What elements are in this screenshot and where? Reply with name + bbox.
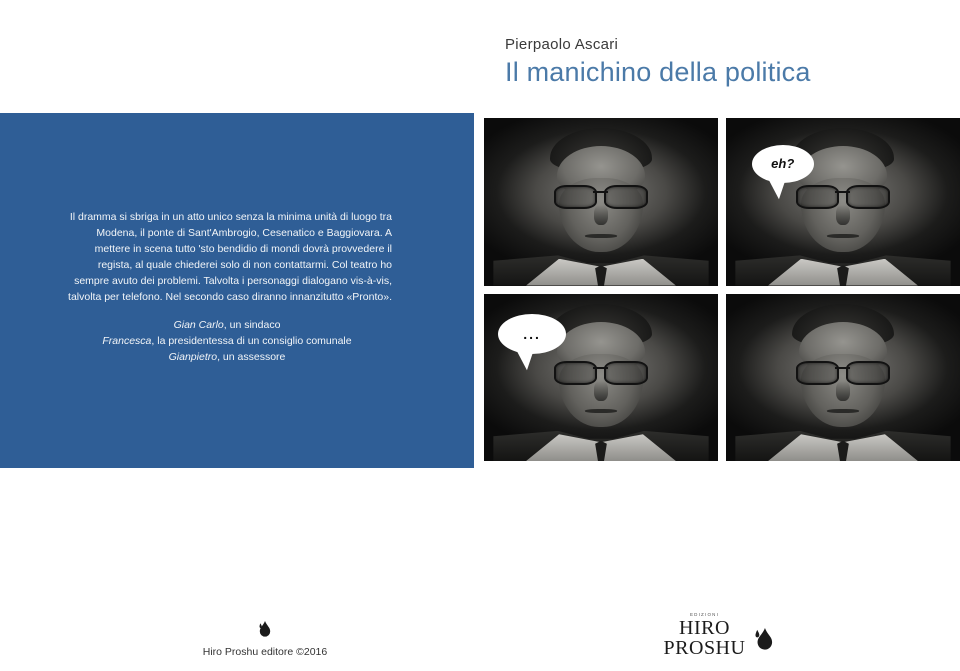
lens-right: [604, 185, 647, 209]
comic-panel-2: [726, 118, 960, 286]
publisher-name-line2: PROSHU: [663, 637, 746, 659]
glasses-bridge: [835, 191, 850, 193]
cast-item: [62, 333, 392, 349]
glasses-bridge: [593, 367, 608, 369]
cast-item: [62, 317, 392, 333]
cast-item: [62, 349, 392, 365]
footer-credit-text: Hiro Proshu editore ©2016: [202, 646, 328, 658]
page-header: [0, 0, 960, 113]
comic-panel-4: [726, 294, 960, 462]
footer-credit-block: [150, 620, 380, 658]
cast-list: [62, 317, 392, 365]
nose-shape: [594, 381, 608, 401]
nose-shape: [836, 205, 850, 225]
speech-bubble-tail: [769, 175, 792, 200]
speech-bubble-text: ...: [523, 325, 541, 342]
speech-bubble: [498, 314, 566, 354]
comic-panel-1: [484, 118, 718, 286]
lens-left: [554, 185, 597, 209]
eyeglasses-icon: [554, 185, 648, 205]
publisher-wordmark: [664, 612, 746, 658]
speech-bubble: [752, 145, 814, 183]
comic-grid: [484, 118, 960, 461]
publisher-logo: [660, 612, 780, 658]
speech-bubble-tail: [517, 346, 540, 371]
mouth-shape: [585, 234, 618, 238]
lens-right: [604, 361, 647, 385]
publisher-name-line1: HIRO: [679, 617, 730, 639]
comic-panel-3: [484, 294, 718, 462]
publisher-tagline: EDIZIONI: [689, 612, 720, 617]
page-title: Il manichino della politica: [505, 57, 811, 87]
water-drop-icon: [750, 624, 776, 658]
portrait-illustration: [726, 118, 960, 286]
portrait-illustration: [726, 294, 960, 462]
eyeglasses-icon: [796, 185, 890, 205]
water-drop-icon: [255, 620, 275, 640]
lens-left: [796, 361, 839, 385]
cast-character-name: Gianpietro: [168, 351, 218, 363]
glasses-bridge: [593, 191, 608, 193]
speech-bubble-text: eh?: [771, 156, 795, 172]
portrait-illustration: [484, 118, 718, 286]
lens-left: [554, 361, 597, 385]
mouth-shape: [827, 234, 860, 238]
lens-left: [796, 185, 839, 209]
author-name: Pierpaolo Ascari: [505, 36, 619, 53]
synopsis-text: Il dramma si sbriga in un atto unico senza la minima unità di luogo tra Modena, il ponte di Sant'Ambrogio, Cesenatico e Baggiovara. A mettere in scena tutto 'sto bendidio di mondi dovrà provvedere il regista, al quale chiederei solo di non contattarmi. Col teatro ho sempre avuto dei problemi. Talvolta i personaggi dialogano vis-à-vis, talvolta per telefono. Nel secondo caso diranno innanzitutto «Pronto».: [68, 211, 392, 303]
eyeglasses-icon: [796, 361, 890, 381]
synopsis-panel: [0, 113, 474, 468]
header-text-block: [505, 36, 811, 88]
lens-right: [846, 185, 889, 209]
nose-shape: [836, 381, 850, 401]
eyeglasses-icon: [554, 361, 648, 381]
cast-character-role: , un sindaco: [223, 319, 281, 331]
cast-character-role: , un assessore: [217, 351, 286, 363]
glasses-bridge: [835, 367, 850, 369]
publisher-logo-row: [660, 612, 780, 658]
cast-character-name: Francesca: [102, 335, 152, 347]
lens-right: [846, 361, 889, 385]
cast-character-role: , la presidentessa di un consiglio comunale: [151, 335, 352, 347]
cast-character-name: Gian Carlo: [173, 319, 224, 331]
nose-shape: [594, 205, 608, 225]
